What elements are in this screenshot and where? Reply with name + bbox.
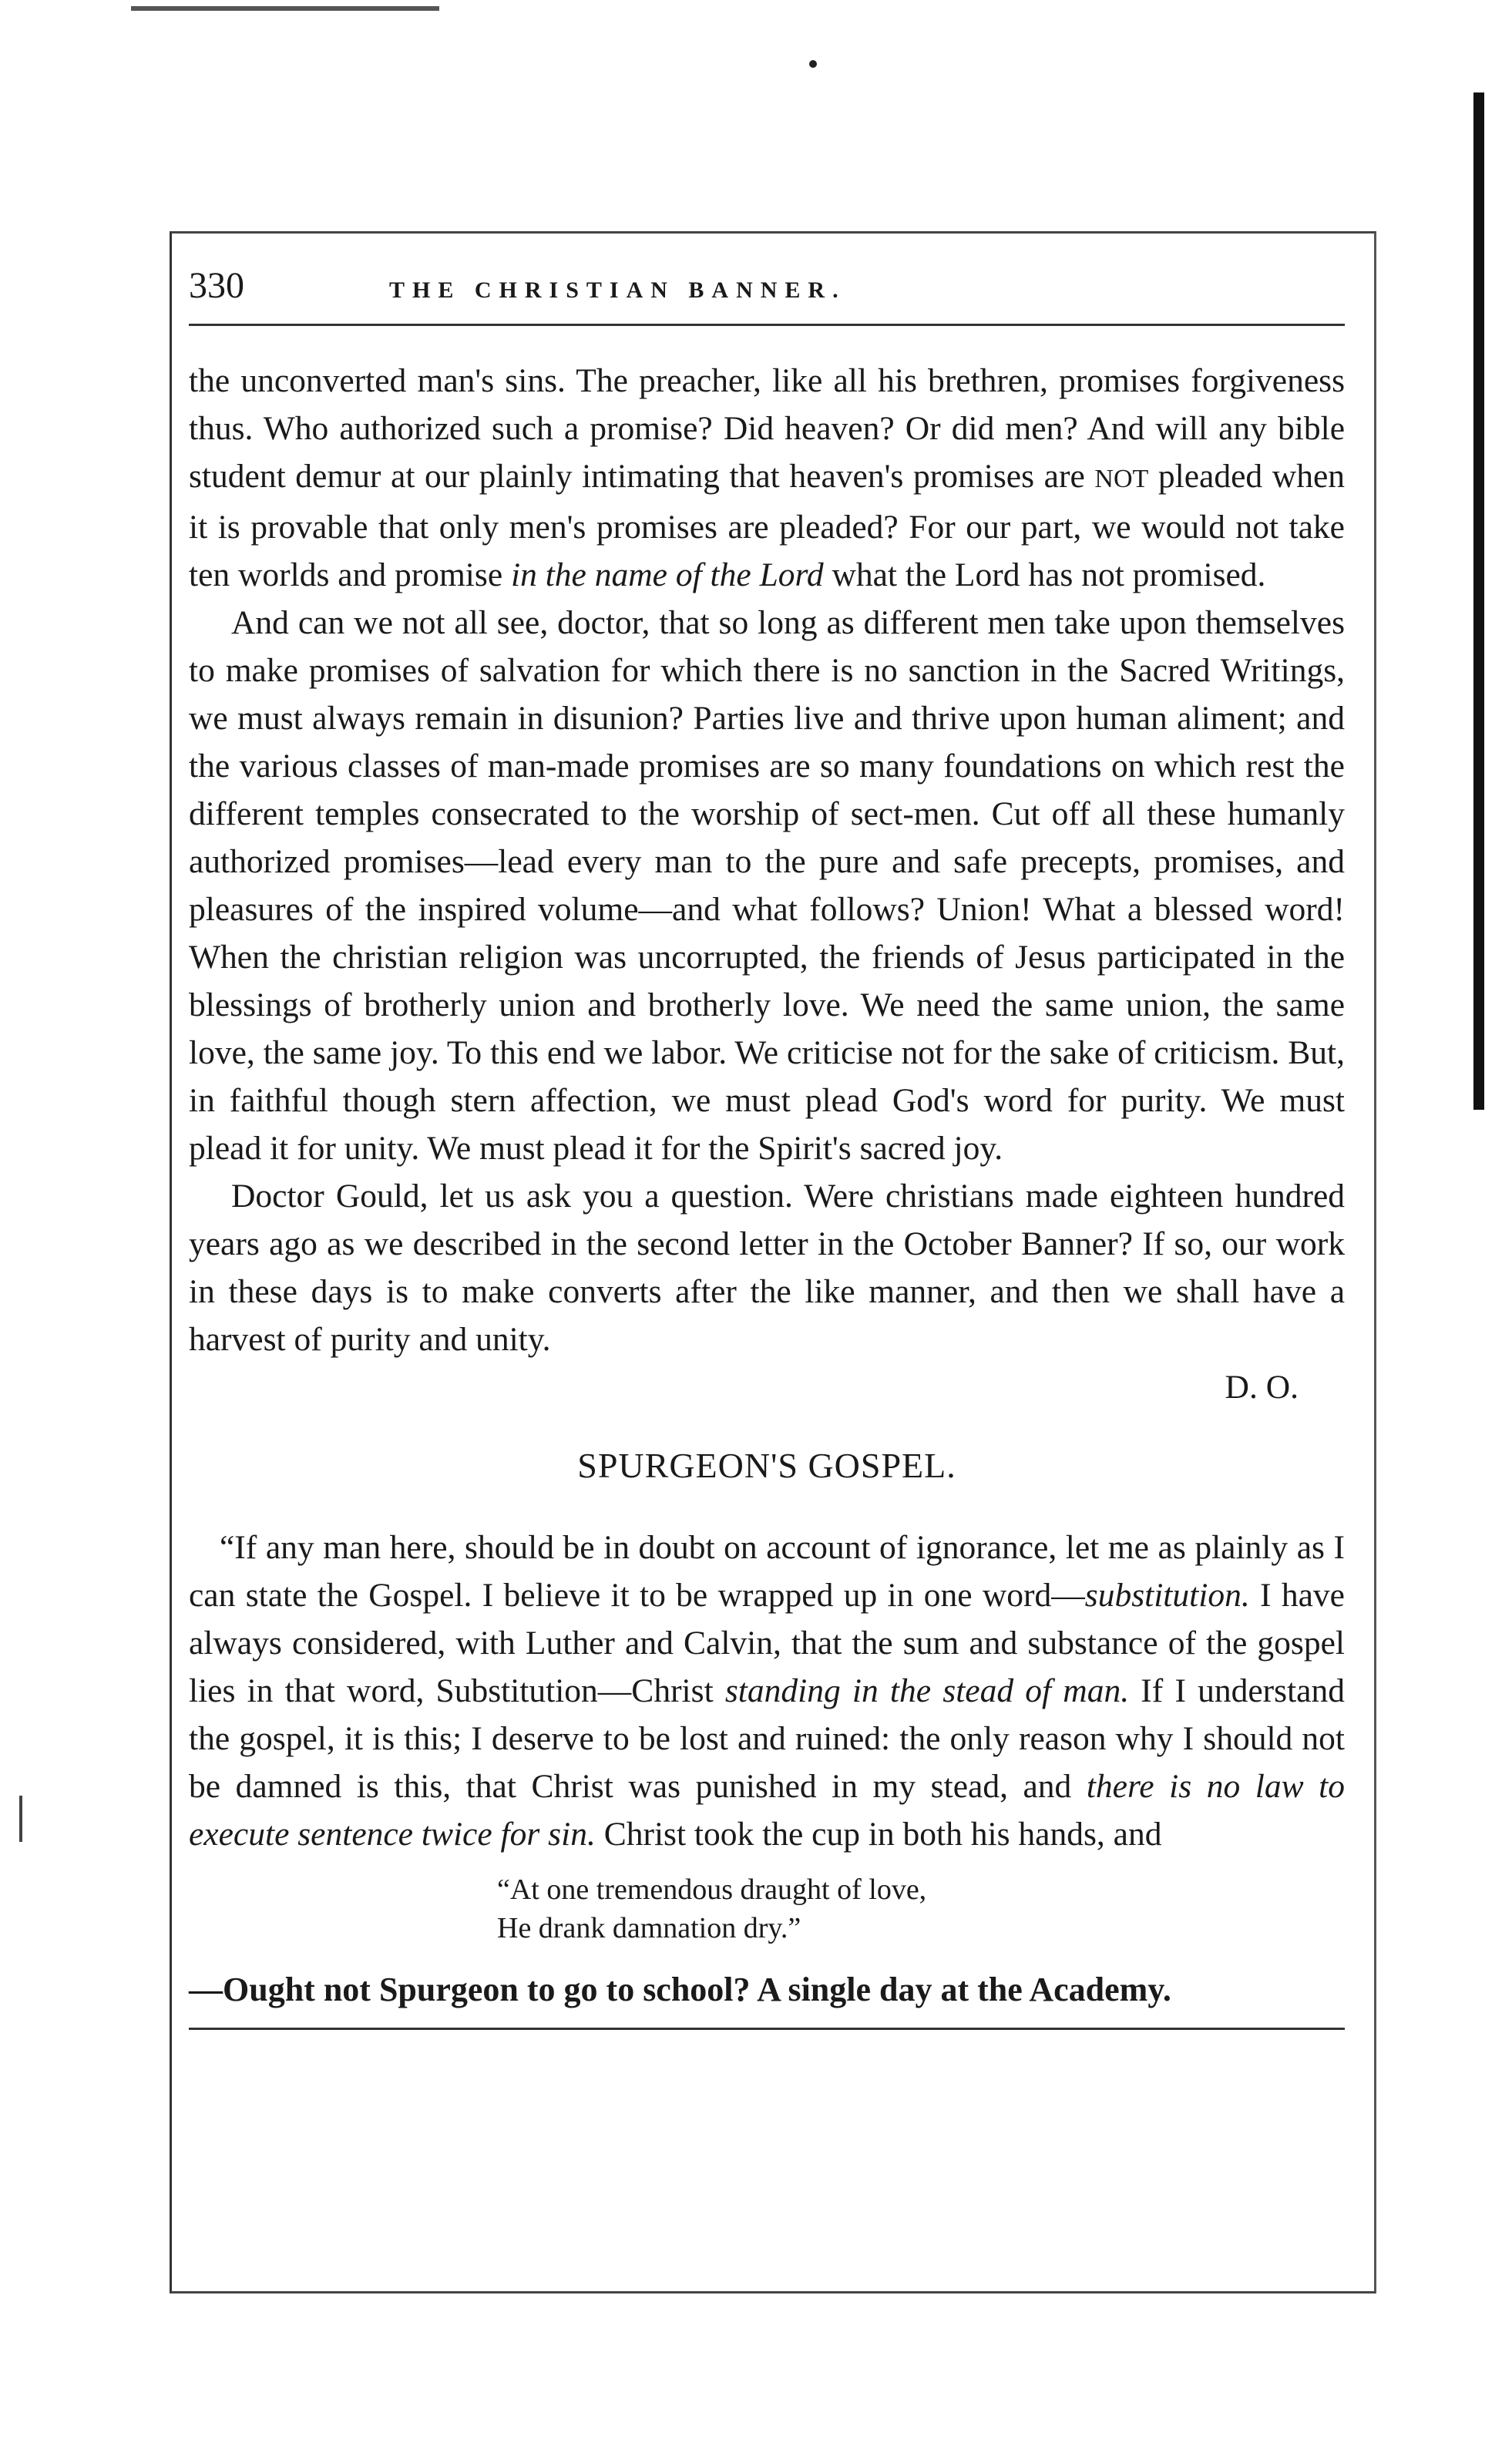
signature: D. O. [1225, 1369, 1299, 1406]
paragraph-1-italic: in the name of the Lord [511, 556, 824, 593]
quote-part-1: “If any man here, should be in doubt on account of ignorance, let me as plainly as I can state the Gospel. I believe it to be wrapped up in one word— [189, 1529, 1345, 1614]
quote-italic-3: there is no law to execute sentence twice for sin. [189, 1768, 1345, 1853]
top-edge-mark [131, 6, 439, 11]
signature-line [189, 1363, 1345, 1411]
quote-part-4: Christ took the cup in both his hands, and [595, 1816, 1162, 1853]
quote-part-3: If I understand the gospel, it is this; I deserve to be lost and ruined: the only reason why I should not be damned is this, that Christ was punished in my stead, and [189, 1672, 1345, 1805]
running-title: THE CHRISTIAN BANNER. [389, 277, 846, 303]
poem-line-2: He drank damnation dry.” [497, 1912, 801, 1944]
paragraph-3: Doctor Gould, let us ask you a question. Were christians made eighteen hundred years ago as we described in the second letter in the October Banner? If so, our work in these days is to make converts after the like manner, and then we shall have a harvest of purity and unity. [189, 1178, 1345, 1358]
poem-line-1: “At one tremendous draught of love, [497, 1873, 927, 1906]
quote-italic-1: substitution. [1084, 1577, 1250, 1614]
poem [189, 1870, 1345, 1947]
paragraph-1-text-middle: pleaded when it is provable that only men's promises are pleaded? For our part, we would not take ten worlds and promise [189, 458, 1346, 593]
paragraph-1 [189, 357, 1345, 599]
binding-edge-mark [1473, 92, 1484, 1110]
spurgeon-quote [189, 1524, 1345, 1858]
paragraph-2: And can we not all see, doctor, that so long as different men take upon themselves to make promises of salvation for which there is no sanction in the Sacred Writings, we must always remain in disunion? Parties live and thrive upon human aliment; and the various classes of man-made promises are so many foundations on which rest the different temples consecrated to the worship of sect-men. Cut off all these humanly authorized promises—lead every man to the pure and safe precepts, promises, and pleasures of the inspired volume—and what follows? Union! What a blessed word! When the christian religion was uncorrupted, the friends of Jesus participated in the blessings of brotherly union and brotherly love. We need the same union, the same love, the same joy. To this end we labor. We criticise not for the sake of criticism. But, in faithful though stern affection, we must plead God's word for purity. We must plead it for unity. We must plead it for the Spirit's sacred joy. [189, 604, 1345, 1167]
margin-tick [19, 1796, 22, 1842]
paragraph-1-small-caps: NOT [1094, 465, 1149, 493]
closing-line: —Ought not Spurgeon to go to school? A single day at the Academy. [189, 1966, 1345, 2030]
page-header [189, 262, 1345, 326]
quote-part-2: I have always considered, with Luther and Calvin, that the sum and substance of the gospel lies in that word, Substitution—Christ [189, 1577, 1345, 1709]
page-content [189, 262, 1345, 2030]
ink-dot [809, 60, 817, 68]
paragraph-1-text-after: what the Lord has not promised. [823, 556, 1266, 593]
page-number: 330 [189, 265, 244, 306]
quote-italic-2: standing in the stead of man. [724, 1672, 1130, 1709]
section-title: SPURGEON'S GOSPEL. [577, 1446, 956, 1485]
paragraph-1-text-before: the unconverted man's sins. The preacher, like all his brethren, promises forgiveness thus. Who authorized such a promise? Did heaven? Or did men? And will any bible student demur at our plainly intimating that heaven's promises are [189, 362, 1345, 495]
